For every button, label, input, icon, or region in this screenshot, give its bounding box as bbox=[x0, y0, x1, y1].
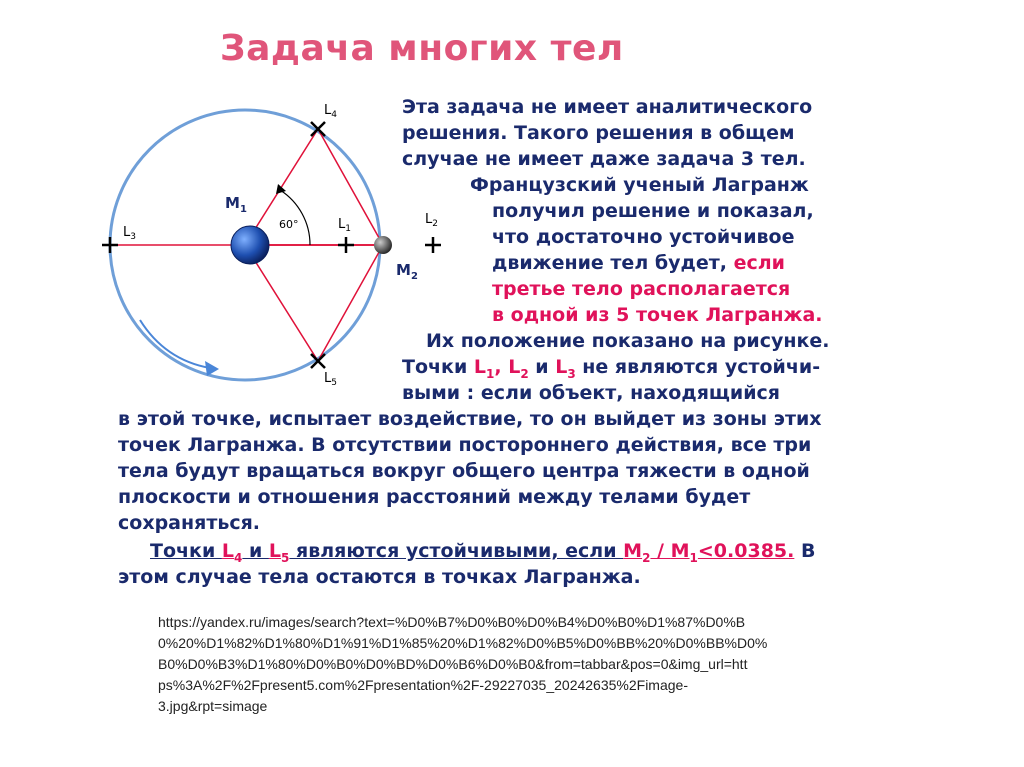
text-line: Их положение показано на рисунке. bbox=[426, 330, 830, 352]
text-line: что достаточно устойчивое bbox=[492, 226, 795, 248]
url-line: ps%3A%2F%2Fpresent5.com%2Fpresentation%2F-29227035_20242635%2Fimage- bbox=[158, 677, 688, 693]
marker-l3 bbox=[102, 237, 118, 253]
url-line: https://yandex.ru/images/search?text=%D0%B7%D0%B0%D0%B4%D0%B0%D1%87%D0%B bbox=[158, 614, 746, 630]
angle-label: 60° bbox=[279, 218, 299, 231]
triangle-l4 bbox=[245, 129, 383, 245]
l5-label: $L_5$ bbox=[324, 371, 337, 388]
url-line: 0%20%D1%82%D1%80%D1%91%D1%85%20%D1%82%D0%B5%D0%BB%20%D0%BB%D0% bbox=[158, 635, 768, 651]
text-line: Точки $L_4$ и $L_5$ являются устойчивыми, если $M_2 / M_1<0.0385$. В bbox=[150, 540, 816, 565]
text-line: плоскости и отношения расстояний между телами будет bbox=[118, 486, 751, 508]
l1-label: $L_1$ bbox=[338, 217, 351, 234]
text-line: в одной из 5 точек Лагранжа. bbox=[492, 304, 823, 326]
m1-label: $M_1$ bbox=[225, 194, 247, 215]
url-line: B0%D0%B3%D1%80%D0%B0%D0%BD%D0%B6%D0%B0&from=tabbar&pos=0&img_url=htt bbox=[158, 656, 748, 672]
orbit-direction-arrowhead bbox=[205, 361, 219, 376]
triangle-l5 bbox=[245, 245, 383, 361]
l3-label: $L_3$ bbox=[123, 225, 136, 242]
l4-label: $L_4$ bbox=[324, 103, 337, 120]
l2-label: $L_2$ bbox=[425, 212, 438, 229]
m1-body bbox=[231, 226, 269, 264]
text-line: этом случае тела остаются в точках Лагранжа. bbox=[118, 566, 641, 588]
text-line: случае не имеет даже задача 3 тел. bbox=[402, 148, 806, 170]
text-line: тела будут вращаться вокруг общего центра тяжести в одной bbox=[118, 460, 810, 482]
text-line: сохраняться. bbox=[118, 512, 261, 534]
text-line: Эта задача не имеет аналитического bbox=[402, 96, 813, 118]
marker-l1 bbox=[338, 237, 354, 253]
source-url[interactable] bbox=[158, 612, 798, 717]
text-line: Точки $L_1$, $L_2$ и $L_3$ не являются устойчи- bbox=[402, 356, 821, 381]
url-line: 3.jpg&rpt=simage bbox=[158, 698, 268, 714]
text-line: Французский ученый Лагранж bbox=[470, 174, 809, 196]
text-line: получил решение и показал, bbox=[492, 200, 814, 222]
text-line: движение тел будет, если bbox=[492, 252, 785, 274]
text-line: выми : если объект, находящийся bbox=[402, 382, 780, 404]
m2-body bbox=[374, 236, 392, 254]
text-line: в этой точке, испытает воздействие, то он выйдет из зоны этих bbox=[118, 408, 822, 430]
marker-l2 bbox=[425, 237, 441, 253]
m2-label: $M_2$ bbox=[396, 261, 418, 282]
text-line: решения. Такого решения в общем bbox=[402, 122, 795, 144]
text-line: точек Лагранжа. В отсутствии постороннего действия, все три bbox=[118, 434, 812, 456]
text-line: третье тело располагается bbox=[492, 278, 791, 300]
lagrange-points-diagram bbox=[95, 95, 455, 395]
slide-title: Задача многих тел bbox=[220, 28, 624, 69]
